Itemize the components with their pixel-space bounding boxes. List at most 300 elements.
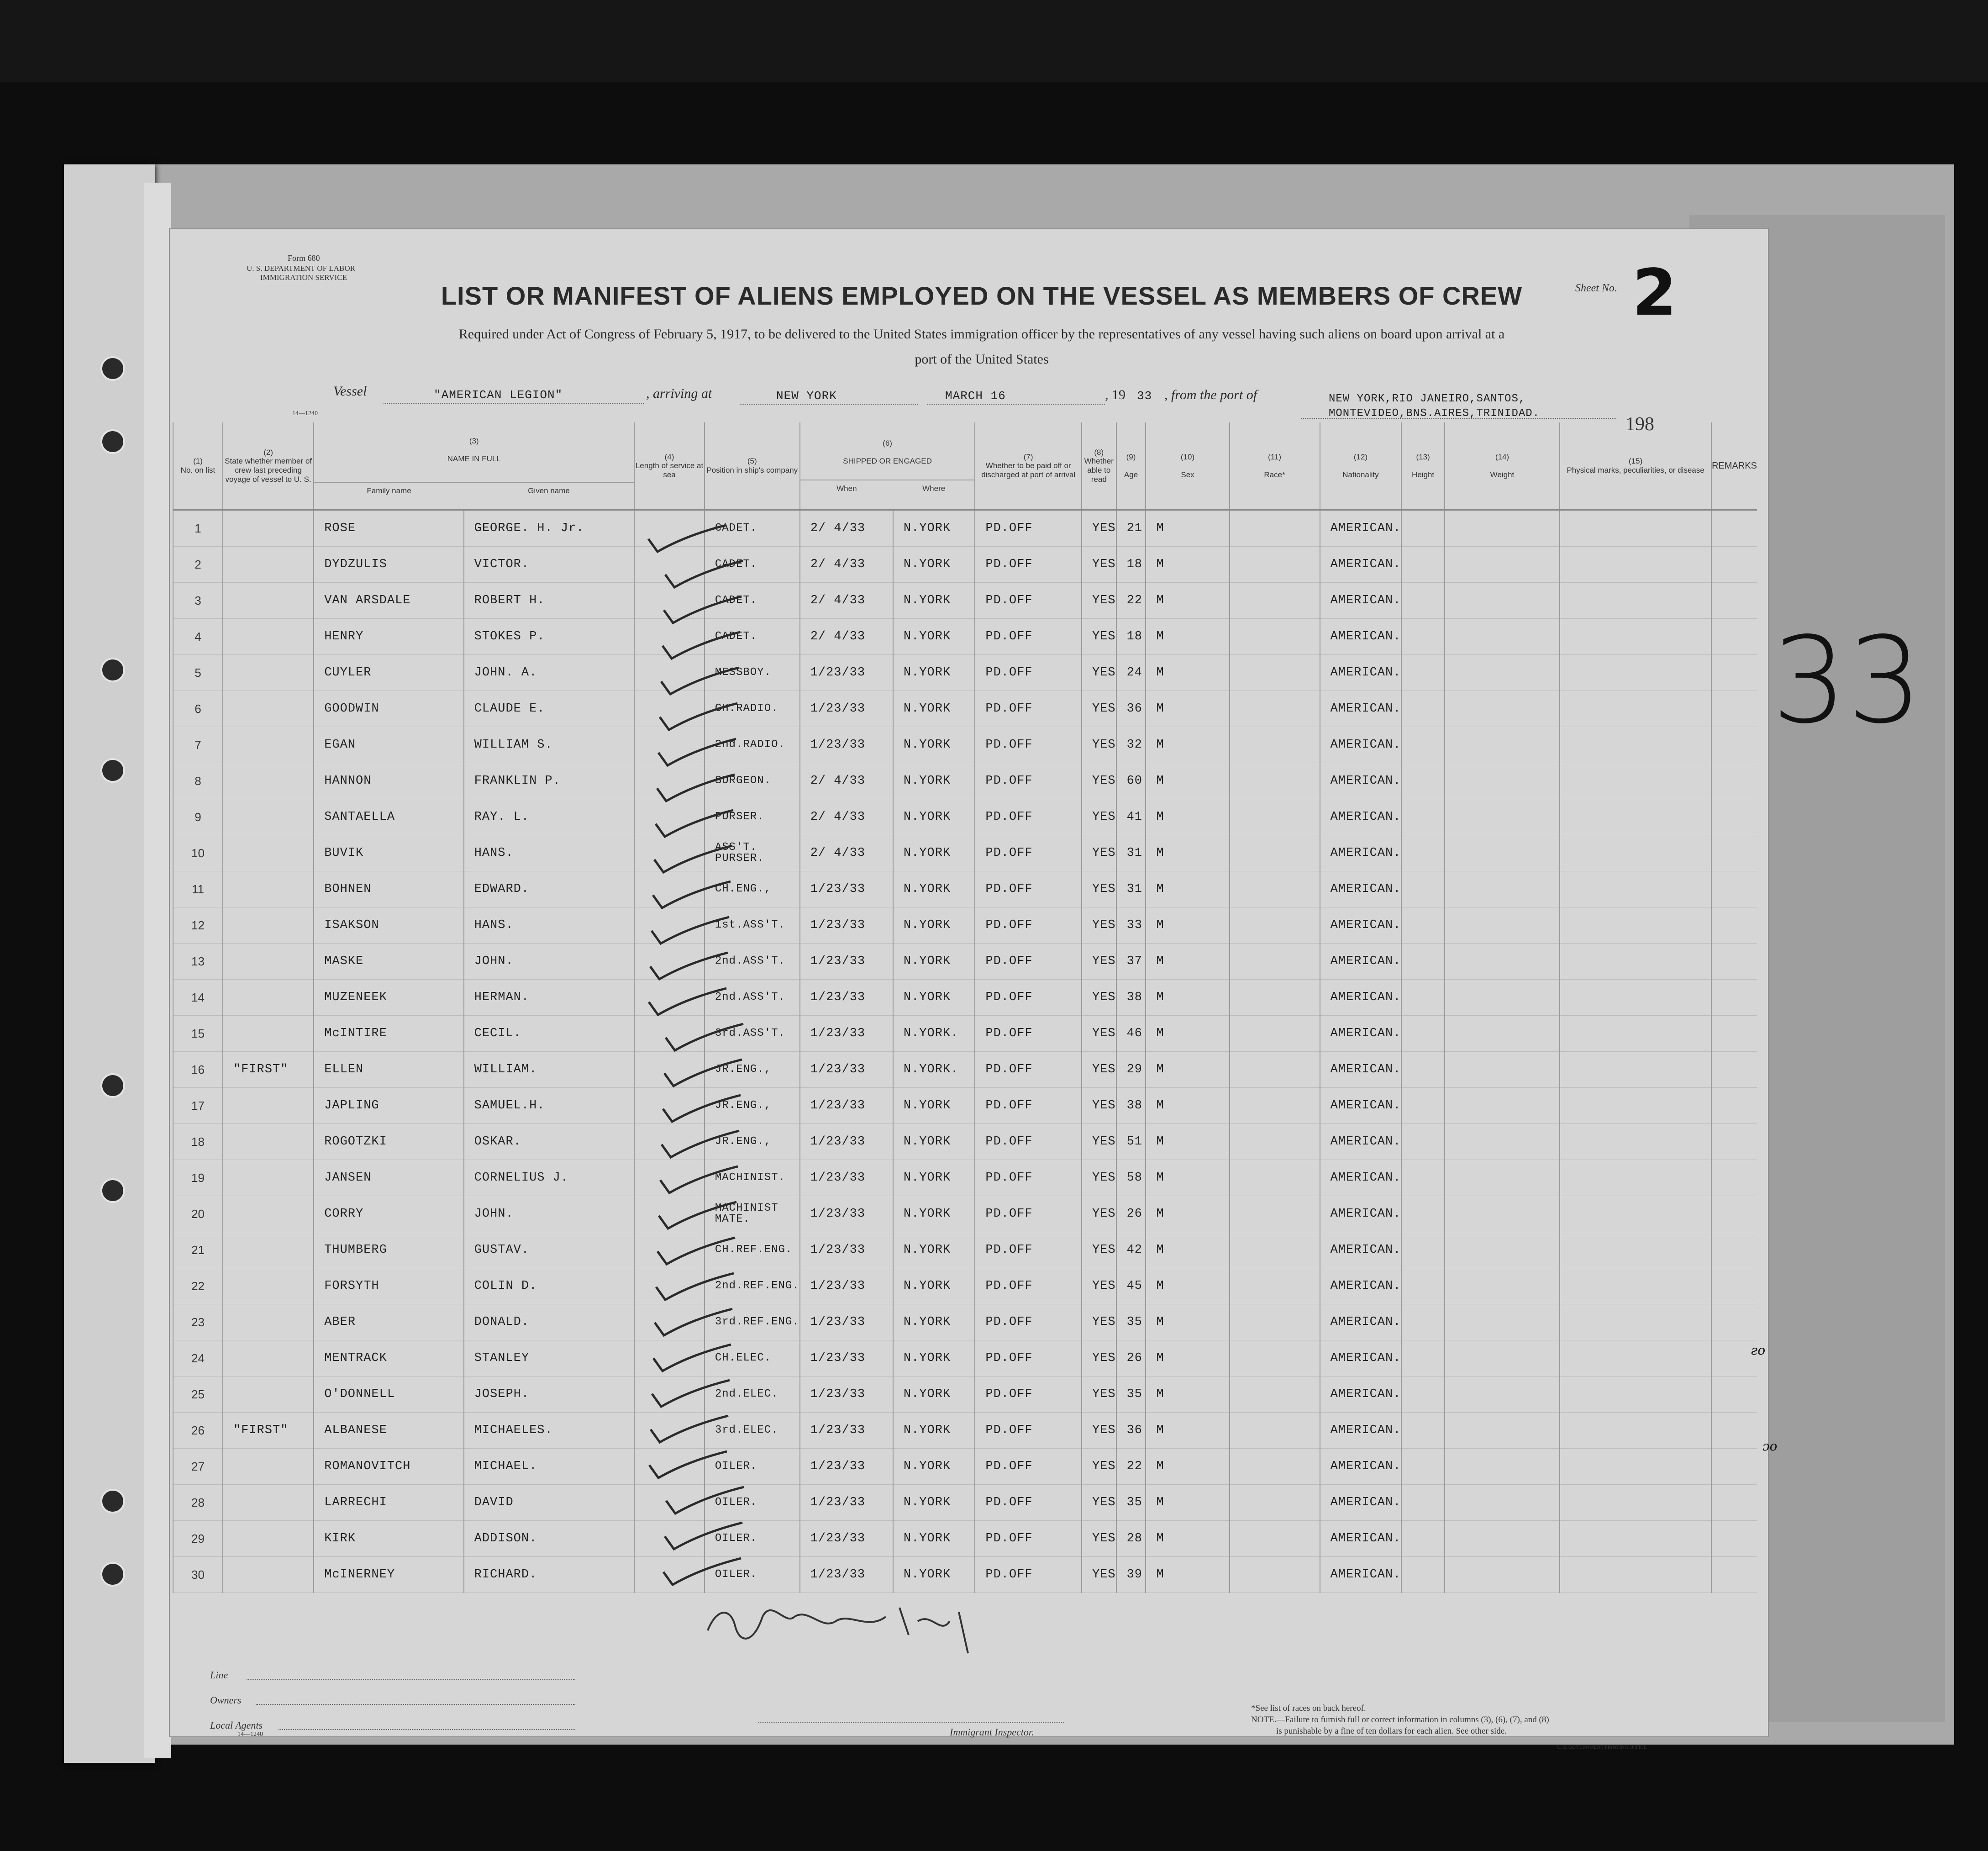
cell-w (1445, 510, 1560, 547)
row-when: 1/23/33 (810, 1351, 866, 1365)
cell-race (1230, 1449, 1320, 1485)
cell-when (800, 1413, 893, 1449)
row-age: 18 (1126, 630, 1142, 643)
cell-paid (975, 1340, 1082, 1376)
row-position: 3rd.REF.ENG. (715, 1316, 799, 1328)
cell-given (464, 1088, 635, 1124)
film-border-top (0, 0, 1988, 82)
row-paid: PD.OFF (985, 918, 1033, 932)
vessel-label: Vessel (333, 384, 367, 399)
row-read: YES (1092, 702, 1116, 716)
row-when: 1/23/33 (810, 1207, 866, 1221)
service-name: IMMIGRATION SERVICE (260, 273, 347, 282)
row-given: STANLEY (474, 1351, 530, 1365)
cell-prev (223, 1449, 314, 1485)
row-no: 5 (195, 665, 201, 680)
row-read: YES (1092, 1243, 1116, 1257)
row-paid: PD.OFF (985, 991, 1033, 1004)
cell-prev (223, 1196, 314, 1232)
row-when: 1/23/33 (810, 955, 866, 968)
row-read: YES (1092, 918, 1116, 932)
row-read: YES (1092, 594, 1116, 607)
cell-read (1082, 1016, 1116, 1052)
row-when: 2/ 4/33 (810, 774, 866, 788)
row-where: N.YORK (903, 955, 951, 968)
cell-family (314, 1304, 463, 1340)
cell-nationality (1320, 1268, 1402, 1304)
row-given: WILLIAM S. (474, 738, 553, 752)
row-no: 9 (195, 810, 201, 824)
row-where: N.YORK (903, 1496, 951, 1509)
cell-w (1445, 1449, 1560, 1485)
cell-w (1445, 1340, 1560, 1376)
cell-paid (975, 1449, 1082, 1485)
row-given: CORNELIUS J. (474, 1171, 569, 1185)
cell-family (314, 1052, 463, 1088)
row-paid: PD.OFF (985, 810, 1033, 824)
cell-when (800, 763, 893, 799)
cell-when (800, 1052, 893, 1088)
cell-nationality (1320, 1413, 1402, 1449)
cell-h (1401, 619, 1444, 655)
row-given: ROBERT H. (474, 594, 545, 607)
cell-pm (1560, 1413, 1711, 1449)
check-mark (661, 668, 739, 694)
cell-pm (1560, 944, 1711, 980)
row-age: 35 (1126, 1315, 1142, 1329)
cell-paid (975, 1016, 1082, 1052)
cell-where (893, 547, 975, 583)
row-when: 1/23/33 (810, 1387, 866, 1401)
row-where: N.YORK (903, 1171, 951, 1185)
cell-no (173, 1485, 223, 1521)
cell-family (314, 1196, 463, 1232)
cell-nationality (1320, 944, 1402, 980)
cell-rem (1711, 835, 1757, 871)
cell-age (1116, 1557, 1146, 1593)
cell-nationality (1320, 1521, 1402, 1557)
cell-h (1401, 980, 1444, 1016)
table-row (173, 1052, 1757, 1088)
cell-rem (1711, 1413, 1757, 1449)
cell-family (314, 1088, 463, 1124)
cell-given (464, 1304, 635, 1340)
cell-sex (1146, 691, 1229, 727)
cell-read (1082, 1232, 1116, 1268)
row-no: 17 (191, 1098, 205, 1113)
cell-race (1230, 763, 1320, 799)
row-family: HANNON (324, 774, 372, 788)
row-where: N.YORK (903, 1207, 951, 1221)
table-row (173, 907, 1757, 944)
cell-read (1082, 1340, 1116, 1376)
cell-family (314, 907, 463, 944)
cell-w (1445, 1232, 1560, 1268)
check-mark (655, 1309, 732, 1335)
row-age: 45 (1126, 1279, 1142, 1293)
cell-rem (1711, 799, 1757, 835)
cell-rem (1711, 691, 1757, 727)
cell-when (800, 1124, 893, 1160)
cell-given (464, 1160, 635, 1196)
row-sex: M (1156, 774, 1164, 788)
subtitle-line1: Required under Act of Congress of February 5, 1917, to be delivered to the United States immigration officer by the representatives of any vessel having such aliens on board upon arrival at a (458, 327, 1505, 342)
cell-given (464, 799, 635, 835)
cell-race (1230, 907, 1320, 944)
row-sex: M (1156, 666, 1164, 680)
col-header-height: (13) Height (1401, 422, 1444, 510)
cell-age (1116, 1124, 1146, 1160)
cell-sex (1146, 1124, 1229, 1160)
cell-h (1401, 547, 1444, 583)
cell-h (1401, 691, 1444, 727)
cell-w (1445, 583, 1560, 619)
cell-age (1116, 799, 1146, 835)
cell-paid (975, 1124, 1082, 1160)
cell-given (464, 1376, 635, 1413)
cell-prev (223, 1413, 314, 1449)
cell-age (1116, 907, 1146, 944)
cell-sex (1146, 583, 1229, 619)
row-no: 25 (191, 1387, 205, 1401)
row-paid: PD.OFF (985, 630, 1033, 643)
page-title: LIST OR MANIFEST OF ALIENS EMPLOYED ON THE VESSEL AS MEMBERS OF CREW (441, 281, 1523, 310)
cell-age (1116, 1449, 1146, 1485)
row-family: CORRY (324, 1207, 364, 1221)
row-family: EGAN (324, 738, 356, 752)
row-paid: PD.OFF (985, 882, 1033, 896)
row-where: N.YORK (903, 1351, 951, 1365)
form-number: Form 680 (288, 253, 320, 263)
cell-h (1401, 1160, 1444, 1196)
cell-nationality (1320, 1376, 1402, 1413)
row-position: 2nd.RADIO. (715, 738, 785, 751)
cell-w (1445, 619, 1560, 655)
cell-h (1401, 1016, 1444, 1052)
cell-where (893, 799, 975, 835)
row-where: N.YORK (903, 1099, 951, 1113)
race-note: *See list of races on back hereof. (1251, 1703, 1366, 1713)
cell-prev (223, 727, 314, 763)
cell-when (800, 799, 893, 835)
row-where: N.YORK (903, 1243, 951, 1257)
cell-sex (1146, 1196, 1229, 1232)
cell-rem (1711, 1268, 1757, 1304)
cell-family (314, 1376, 463, 1413)
cell-no (173, 944, 223, 980)
cell-h (1401, 583, 1444, 619)
cell-where (893, 871, 975, 907)
page-number: 198 (1625, 414, 1654, 435)
cell-pm (1560, 835, 1711, 871)
check-mark (664, 1060, 742, 1086)
cell-no (173, 655, 223, 691)
cell-sex (1146, 944, 1229, 980)
cell-read (1082, 871, 1116, 907)
check-mark (651, 1416, 728, 1442)
cell-age (1116, 510, 1146, 547)
row-family: O'DONNELL (324, 1387, 395, 1401)
table-row (173, 510, 1757, 547)
row-where: N.YORK (903, 1135, 951, 1149)
row-age: 35 (1126, 1496, 1142, 1509)
row-no: 21 (191, 1243, 205, 1257)
cell-paid (975, 1160, 1082, 1196)
row-when: 1/23/33 (810, 1568, 866, 1582)
cell-no (173, 1449, 223, 1485)
row-given: MICHAELES. (474, 1424, 553, 1437)
row-when: 1/23/33 (810, 1135, 866, 1149)
cell-where (893, 1557, 975, 1593)
cell-when (800, 980, 893, 1016)
cell-race (1230, 1196, 1320, 1232)
row-nationality: AMERICAN. (1330, 1460, 1401, 1473)
row-read: YES (1092, 810, 1116, 824)
cell-no (173, 871, 223, 907)
footer-owners-field (256, 1704, 575, 1705)
cell-no (173, 727, 223, 763)
inspector-signature-line (758, 1722, 1064, 1723)
margin-faint-mark: ƨo (1751, 1343, 1766, 1358)
cell-read (1082, 655, 1116, 691)
row-sex: M (1156, 1496, 1164, 1509)
row-where: N.YORK (903, 846, 951, 860)
cell-rem (1711, 1304, 1757, 1340)
row-paid: PD.OFF (985, 1460, 1033, 1473)
row-paid: PD.OFF (985, 702, 1033, 716)
col-header-position: (5) Position in ship's company (705, 422, 800, 510)
cell-prev (223, 510, 314, 547)
row-age: 38 (1126, 1099, 1142, 1113)
check-mark (665, 561, 743, 587)
row-read: YES (1092, 846, 1116, 860)
cell-given (464, 547, 635, 583)
col-header-weight: (14) Weight (1445, 422, 1560, 510)
cell-rem (1711, 1160, 1757, 1196)
cell-read (1082, 583, 1116, 619)
row-age: 36 (1126, 1424, 1142, 1437)
cell-sex (1146, 1016, 1229, 1052)
row-nationality: AMERICAN. (1330, 810, 1401, 824)
cell-given (464, 1052, 635, 1088)
cell-age (1116, 1376, 1146, 1413)
cell-when (800, 1449, 893, 1485)
cell-no (173, 583, 223, 619)
row-where: N.YORK (903, 1568, 951, 1582)
cell-when (800, 907, 893, 944)
table-row (173, 799, 1757, 835)
row-no: 6 (195, 701, 201, 716)
cell-paid (975, 763, 1082, 799)
cell-sex (1146, 1449, 1229, 1485)
row-when: 1/23/33 (810, 1099, 866, 1113)
row-when: 1/23/33 (810, 991, 866, 1004)
cell-family (314, 1449, 463, 1485)
row-given: WILLIAM. (474, 1063, 537, 1076)
cell-family (314, 980, 463, 1016)
from-ports-line2: MONTEVIDEO,BNS.AIRES,TRINIDAD. (1329, 407, 1540, 420)
row-no: 1 (195, 521, 201, 535)
cell-pm (1560, 1196, 1711, 1232)
cell-when (800, 1268, 893, 1304)
row-position: CH.REF.ENG. (715, 1244, 793, 1256)
punch-hole (100, 1562, 125, 1587)
row-where: N.YORK (903, 1387, 951, 1401)
check-mark (650, 953, 728, 979)
row-when: 1/23/33 (810, 702, 866, 716)
row-paid: PD.OFF (985, 1063, 1033, 1076)
check-mark (653, 1345, 731, 1371)
cell-given (464, 1268, 635, 1304)
cell-when (800, 547, 893, 583)
row-given: STOKES P. (474, 630, 545, 643)
col-header-race: (11) Race* (1230, 422, 1320, 510)
arriving-label: , arriving at (646, 386, 712, 401)
cell-rem (1711, 1124, 1757, 1160)
cell-sex (1146, 1376, 1229, 1413)
row-paid: PD.OFF (985, 1568, 1033, 1582)
row-when: 1/23/33 (810, 1171, 866, 1185)
row-when: 1/23/33 (810, 1424, 866, 1437)
cell-given (464, 1413, 635, 1449)
check-mark (658, 739, 736, 765)
cell-paid (975, 1196, 1082, 1232)
cell-no (173, 1196, 223, 1232)
cell-paid (975, 1376, 1082, 1413)
row-paid: PD.OFF (985, 1243, 1033, 1257)
row-read: YES (1092, 774, 1116, 788)
row-family: DYDZULIS (324, 558, 387, 571)
row-no: 3 (195, 593, 201, 607)
cell-when (800, 1557, 893, 1593)
cell-w (1445, 1196, 1560, 1232)
check-mark (657, 1238, 735, 1264)
cell-family (314, 619, 463, 655)
cell-h (1401, 835, 1444, 871)
cell-h (1401, 1376, 1444, 1413)
cell-family (314, 1232, 463, 1268)
row-nationality: AMERICAN. (1330, 991, 1401, 1004)
cell-h (1401, 655, 1444, 691)
cell-family (314, 583, 463, 619)
cell-prev (223, 1088, 314, 1124)
footer-line-label: Line (210, 1669, 228, 1681)
cell-read (1082, 980, 1116, 1016)
cell-sex (1146, 1557, 1229, 1593)
row-position: CH.RADIO. (715, 702, 778, 715)
cell-read (1082, 1052, 1116, 1088)
row-position: PURSER. (715, 811, 764, 823)
cell-nationality (1320, 1052, 1402, 1088)
binder-edge (144, 183, 171, 1758)
cell-given (464, 944, 635, 980)
row-sex: M (1156, 1027, 1164, 1040)
cell-read (1082, 1196, 1116, 1232)
cell-family (314, 655, 463, 691)
cell-family (314, 1413, 463, 1449)
row-age: 35 (1126, 1387, 1142, 1401)
cell-nationality (1320, 799, 1402, 835)
row-read: YES (1092, 1532, 1116, 1545)
table-row (173, 1088, 1757, 1124)
row-family: BUVIK (324, 846, 364, 860)
vessel-name: "AMERICAN LEGION" (434, 388, 563, 402)
cell-prev (223, 1521, 314, 1557)
cell-paid (975, 1521, 1082, 1557)
cell-rem (1711, 1088, 1757, 1124)
cell-pm (1560, 547, 1711, 583)
table-row (173, 547, 1757, 583)
cell-rem (1711, 1232, 1757, 1268)
row-where: N.YORK (903, 630, 951, 643)
cell-pm (1560, 763, 1711, 799)
cell-no (173, 1413, 223, 1449)
cell-family (314, 1340, 463, 1376)
cell-w (1445, 871, 1560, 907)
row-paid: PD.OFF (985, 1099, 1033, 1113)
row-given: JOHN. A. (474, 666, 537, 680)
inspector-label: Immigrant Inspector. (950, 1726, 1034, 1738)
footer-owners-label: Owners (210, 1694, 242, 1706)
row-where: N.YORK (903, 882, 951, 896)
cell-where (893, 944, 975, 980)
cell-w (1445, 655, 1560, 691)
row-nationality: AMERICAN. (1330, 1279, 1401, 1293)
cell-prev (223, 1376, 314, 1413)
row-position: MACHINIST MATE. (715, 1202, 778, 1225)
cell-nationality (1320, 1232, 1402, 1268)
check-mark (659, 1202, 736, 1229)
row-position: OILER. (715, 1460, 757, 1472)
row-nationality: AMERICAN. (1330, 1027, 1401, 1040)
row-paid: PD.OFF (985, 1207, 1033, 1221)
crew-manifest-table (173, 422, 1757, 1593)
cell-when (800, 1485, 893, 1521)
row-no: 29 (191, 1531, 205, 1545)
row-family: McINTIRE (324, 1027, 387, 1040)
row-family: JANSEN (324, 1171, 372, 1185)
row-paid: PD.OFF (985, 558, 1033, 571)
cell-age (1116, 691, 1146, 727)
cell-prev (223, 583, 314, 619)
arriving-port: NEW YORK (776, 389, 837, 403)
row-sex: M (1156, 1207, 1164, 1221)
cell-age (1116, 1016, 1146, 1052)
cell-no (173, 1340, 223, 1376)
cell-nationality (1320, 655, 1402, 691)
row-where: N.YORK (903, 1279, 951, 1293)
cell-rem (1711, 907, 1757, 944)
cell-paid (975, 1485, 1082, 1521)
cell-prev (223, 1160, 314, 1196)
cell-where (893, 691, 975, 727)
cell-given (464, 619, 635, 655)
cell-pm (1560, 655, 1711, 691)
table-row (173, 1557, 1757, 1593)
row-no: 20 (191, 1207, 205, 1221)
cell-prev (223, 619, 314, 655)
cell-read (1082, 1376, 1116, 1413)
row-read: YES (1092, 882, 1116, 896)
cell-paid (975, 980, 1082, 1016)
row-sex: M (1156, 1568, 1164, 1582)
row-read: YES (1092, 955, 1116, 968)
row-prev: "FIRST" (233, 1063, 289, 1076)
cell-no (173, 1268, 223, 1304)
cell-h (1401, 1052, 1444, 1088)
row-family: KIRK (324, 1532, 356, 1545)
cell-rem (1711, 510, 1757, 547)
